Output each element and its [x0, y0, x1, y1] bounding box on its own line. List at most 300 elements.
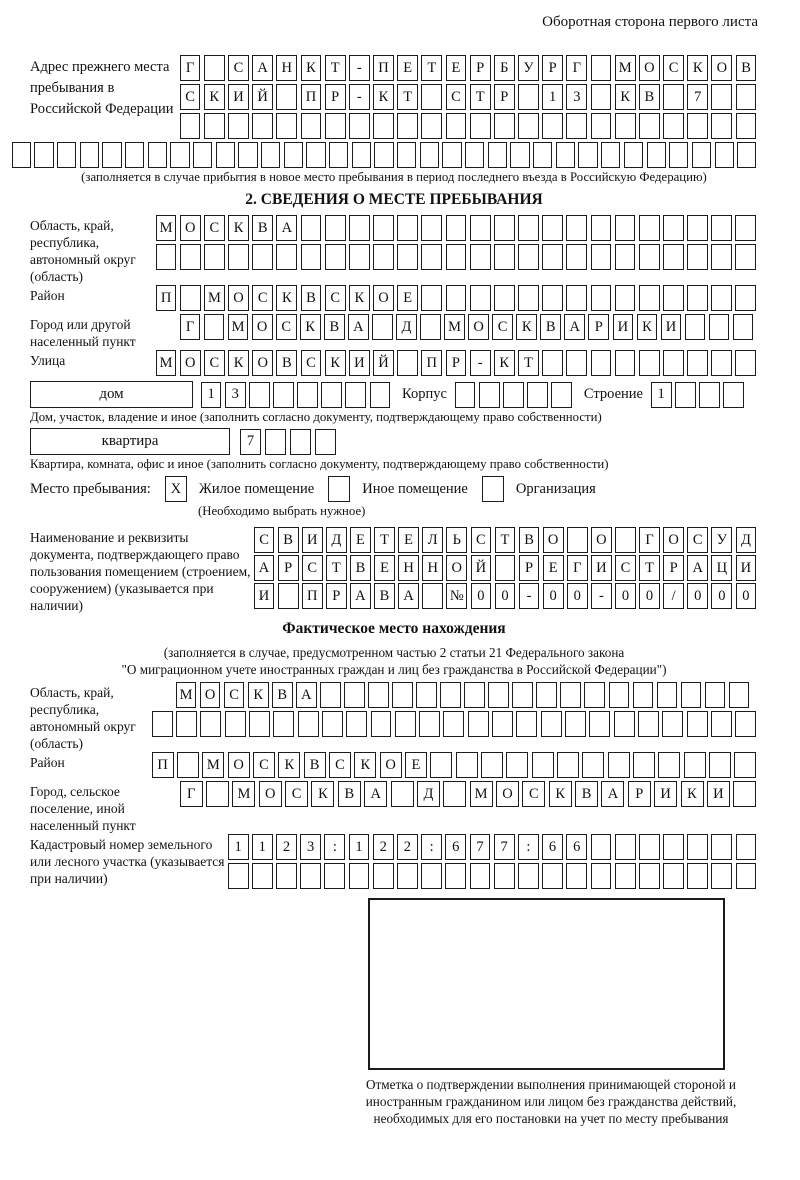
char-box	[542, 285, 563, 311]
char-box	[276, 84, 297, 110]
char-box: Н	[276, 55, 297, 81]
char-box	[638, 711, 659, 737]
stamp-area	[368, 898, 725, 1070]
char-box: Е	[350, 527, 371, 553]
char-box: И	[228, 84, 249, 110]
char-box	[273, 711, 294, 737]
street-label: Улица	[30, 353, 66, 368]
char-box: Т	[518, 350, 539, 376]
char-box	[374, 142, 393, 168]
char-box	[681, 682, 702, 708]
char-box	[102, 142, 121, 168]
char-box: А	[252, 55, 273, 81]
char-box	[373, 863, 394, 889]
char-box	[639, 244, 660, 270]
char-box	[228, 863, 249, 889]
char-box: Й	[373, 350, 394, 376]
residential-option-label: Жилое помещение	[198, 480, 315, 497]
char-box	[395, 711, 416, 737]
char-box	[495, 555, 516, 581]
char-box: -	[591, 583, 612, 609]
char-box: В	[350, 555, 371, 581]
char-box: П	[373, 55, 394, 81]
char-box	[148, 142, 167, 168]
char-box: А	[350, 583, 371, 609]
char-box	[216, 142, 235, 168]
char-box: Е	[398, 527, 419, 553]
char-box: 0	[711, 583, 732, 609]
char-box	[300, 863, 321, 889]
char-box	[699, 382, 720, 408]
actual-district-label: Район	[30, 755, 65, 770]
char-box	[261, 142, 280, 168]
char-box	[252, 863, 273, 889]
char-box	[735, 285, 756, 311]
char-box	[301, 113, 322, 139]
char-box	[608, 752, 630, 778]
char-box	[193, 142, 212, 168]
char-box	[591, 244, 612, 270]
char-box: Т	[397, 84, 418, 110]
char-box	[345, 382, 366, 408]
char-box: П	[421, 350, 442, 376]
organization-option-label: Организация	[515, 480, 596, 497]
prev-address-row-4	[10, 142, 758, 168]
char-box: П	[301, 84, 322, 110]
region-row-2	[154, 244, 758, 270]
char-box: С	[329, 752, 351, 778]
char-box: С	[471, 527, 492, 553]
char-box: Р	[588, 314, 609, 340]
char-box	[567, 527, 588, 553]
cadastral-row-2	[226, 863, 758, 889]
char-box	[566, 113, 587, 139]
char-box	[532, 752, 554, 778]
char-box: М	[615, 55, 636, 81]
char-box: Т	[421, 55, 442, 81]
char-box	[711, 215, 732, 241]
char-box	[518, 84, 539, 110]
region-field	[30, 215, 758, 285]
char-box	[591, 215, 612, 241]
char-box	[421, 84, 442, 110]
char-box: С	[276, 314, 297, 340]
char-box: 7	[494, 834, 515, 860]
char-box: Е	[446, 55, 467, 81]
char-box: К	[373, 84, 394, 110]
char-box: В	[304, 752, 326, 778]
char-box	[518, 285, 539, 311]
char-box: И	[349, 350, 370, 376]
char-box	[446, 113, 467, 139]
char-box: №	[446, 583, 467, 609]
char-box: К	[516, 314, 537, 340]
document-row-2	[252, 555, 758, 581]
char-box	[421, 244, 442, 270]
char-box: Р	[446, 350, 467, 376]
char-box: 0	[567, 583, 588, 609]
char-box: Р	[519, 555, 540, 581]
char-box: Б	[494, 55, 515, 81]
document-label: Наименование и реквизиты документа, подтверждающего право пользования помещением (строением, сооружением) (указывается при наличии)	[30, 530, 251, 613]
char-box: А	[398, 583, 419, 609]
char-box: О	[496, 781, 519, 807]
char-box: М	[176, 682, 197, 708]
char-box	[663, 84, 684, 110]
char-box	[503, 382, 524, 408]
char-box	[685, 314, 706, 340]
char-box: 6	[566, 834, 587, 860]
char-box: Ь	[446, 527, 467, 553]
char-box: 1	[228, 834, 249, 860]
actual-district-row	[150, 752, 758, 778]
char-box	[349, 113, 370, 139]
char-box	[297, 382, 318, 408]
actual-district-field	[30, 752, 758, 781]
region-row-1	[154, 215, 758, 241]
char-box: 3	[300, 834, 321, 860]
char-box: С	[492, 314, 513, 340]
region-grid	[154, 215, 758, 273]
char-box: У	[711, 527, 732, 553]
char-box	[276, 244, 297, 270]
char-box	[711, 834, 732, 860]
char-box: С	[302, 555, 323, 581]
char-box	[397, 215, 418, 241]
char-box	[566, 350, 587, 376]
char-box	[176, 711, 197, 737]
char-box	[200, 711, 221, 737]
char-box	[492, 711, 513, 737]
document-row-3	[252, 583, 758, 609]
char-box: С	[325, 285, 346, 311]
char-box: О	[711, 55, 732, 81]
char-box: :	[421, 834, 442, 860]
city-field	[30, 314, 758, 350]
char-box	[736, 84, 757, 110]
organization-checkbox	[482, 476, 504, 502]
char-box: К	[311, 781, 334, 807]
place-type-label: Место пребывания:	[30, 480, 151, 497]
char-box	[488, 682, 509, 708]
char-box	[657, 682, 678, 708]
char-box: 1	[252, 834, 273, 860]
char-box: К	[248, 682, 269, 708]
char-box	[518, 244, 539, 270]
char-box: -	[349, 55, 370, 81]
char-box	[669, 142, 688, 168]
char-box	[684, 752, 706, 778]
char-box	[566, 215, 587, 241]
char-box: И	[654, 781, 677, 807]
char-box	[228, 113, 249, 139]
char-box	[566, 285, 587, 311]
char-box	[615, 527, 636, 553]
char-box: Й	[252, 84, 273, 110]
char-box: Г	[639, 527, 660, 553]
char-box	[705, 682, 726, 708]
prev-address-field	[30, 55, 758, 142]
char-box	[301, 244, 322, 270]
char-box: Г	[180, 314, 201, 340]
char-box	[372, 314, 393, 340]
char-box: В	[252, 215, 273, 241]
char-box	[687, 863, 708, 889]
char-box	[290, 429, 312, 455]
residential-checkbox: X	[165, 476, 187, 502]
char-box	[615, 285, 636, 311]
char-box: 0	[471, 583, 492, 609]
char-box	[470, 285, 491, 311]
char-box: О	[446, 555, 467, 581]
char-box	[349, 244, 370, 270]
char-box: О	[663, 527, 684, 553]
char-box: 7	[687, 84, 708, 110]
char-box	[470, 215, 491, 241]
char-box: Е	[543, 555, 564, 581]
char-box	[446, 215, 467, 241]
char-box: С	[615, 555, 636, 581]
char-box: И	[661, 314, 682, 340]
char-box	[440, 682, 461, 708]
char-box	[591, 834, 612, 860]
char-box	[125, 142, 144, 168]
char-box	[639, 113, 660, 139]
char-box	[373, 215, 394, 241]
char-box: И	[302, 527, 323, 553]
char-box: П	[152, 752, 174, 778]
char-box: М	[470, 781, 493, 807]
char-box	[344, 682, 365, 708]
char-box	[464, 682, 485, 708]
char-box: М	[232, 781, 255, 807]
char-box	[709, 314, 730, 340]
char-box	[349, 215, 370, 241]
char-box: В	[575, 781, 598, 807]
char-box: 1	[349, 834, 370, 860]
char-box	[687, 834, 708, 860]
char-box	[397, 244, 418, 270]
korpus-label: Корпус	[402, 386, 447, 402]
stroenie-label: Строение	[583, 386, 643, 402]
char-box: В	[374, 583, 395, 609]
char-box	[442, 142, 461, 168]
char-box: Р	[325, 84, 346, 110]
char-box	[582, 752, 604, 778]
char-box: О	[543, 527, 564, 553]
char-box	[591, 285, 612, 311]
char-box	[687, 215, 708, 241]
char-box: А	[296, 682, 317, 708]
char-box	[421, 215, 442, 241]
cadastral-row-1	[226, 834, 758, 860]
char-box: К	[687, 55, 708, 81]
char-box	[591, 55, 612, 81]
char-box	[711, 285, 732, 311]
char-box	[349, 863, 370, 889]
char-box	[729, 682, 750, 708]
char-box	[470, 113, 491, 139]
char-box: О	[228, 285, 249, 311]
char-box: И	[707, 781, 730, 807]
char-box: С	[446, 84, 467, 110]
char-box	[609, 682, 630, 708]
char-box: М	[228, 314, 249, 340]
char-box	[541, 711, 562, 737]
char-box: Е	[374, 555, 395, 581]
char-box	[494, 244, 515, 270]
char-box	[711, 84, 732, 110]
actual-location-subtitle-2: "О миграционном учете иностранных граждан и лиц без гражданства в Российской Федерации")	[121, 662, 667, 677]
char-box	[252, 244, 273, 270]
prev-address-row-2	[178, 84, 758, 110]
house-caption: Дом, участок, владение и иное (заполнить согласно документу, подтверждающему право собственности)	[30, 410, 602, 424]
street-row	[154, 350, 758, 376]
char-box: 7	[470, 834, 491, 860]
char-box: С	[204, 215, 225, 241]
char-box	[542, 215, 563, 241]
char-box: Н	[422, 555, 443, 581]
place-type-row	[30, 476, 758, 502]
char-box: Р	[470, 55, 491, 81]
char-box	[735, 350, 756, 376]
char-box: М	[444, 314, 465, 340]
street-field	[30, 350, 758, 379]
char-box	[556, 142, 575, 168]
stroenie-cells	[649, 382, 746, 408]
actual-region-row-1	[174, 682, 751, 708]
char-box: 0	[687, 583, 708, 609]
char-box: И	[254, 583, 275, 609]
char-box: С	[253, 752, 275, 778]
char-box: Г	[567, 555, 588, 581]
char-box	[324, 863, 345, 889]
char-box: Г	[180, 781, 203, 807]
char-box	[422, 583, 443, 609]
actual-region-field	[30, 682, 758, 752]
place-type-note: (Необходимо выбрать нужное)	[198, 504, 366, 518]
char-box: Р	[663, 555, 684, 581]
char-box	[443, 781, 466, 807]
char-box: К	[300, 314, 321, 340]
char-box: М	[156, 350, 177, 376]
char-box: -	[519, 583, 540, 609]
char-box	[566, 244, 587, 270]
char-box	[420, 142, 439, 168]
page-side-note: Оборотная сторона первого листа	[542, 14, 758, 30]
char-box: О	[252, 314, 273, 340]
char-box	[206, 781, 229, 807]
char-box	[57, 142, 76, 168]
char-box	[494, 863, 515, 889]
char-box: К	[349, 285, 370, 311]
char-box: 1	[651, 382, 672, 408]
char-box: -	[349, 84, 370, 110]
char-box: Г	[566, 55, 587, 81]
char-box	[615, 350, 636, 376]
char-box	[494, 113, 515, 139]
char-box	[565, 711, 586, 737]
char-box	[397, 142, 416, 168]
apartment-box: квартира	[30, 428, 230, 455]
char-box	[687, 350, 708, 376]
char-box: :	[324, 834, 345, 860]
char-box: У	[518, 55, 539, 81]
char-box: В	[736, 55, 757, 81]
char-box	[320, 682, 341, 708]
char-box	[180, 285, 201, 311]
char-box	[322, 711, 343, 737]
char-box: О	[180, 215, 201, 241]
char-box: К	[354, 752, 376, 778]
char-box: Д	[417, 781, 440, 807]
char-box	[542, 350, 563, 376]
char-box: Л	[422, 527, 443, 553]
char-box	[624, 142, 643, 168]
char-box: Р	[326, 583, 347, 609]
apartment-row	[30, 428, 758, 455]
actual-city-label: Город, сельское поселение, иной населенный пункт	[30, 784, 136, 833]
char-box: Т	[470, 84, 491, 110]
char-box	[733, 781, 756, 807]
district-field	[30, 285, 758, 314]
char-box	[633, 682, 654, 708]
char-box	[252, 113, 273, 139]
char-box	[658, 752, 680, 778]
actual-location-title: Фактическое место нахождения	[282, 620, 506, 637]
char-box	[306, 142, 325, 168]
char-box: К	[276, 285, 297, 311]
char-box	[615, 215, 636, 241]
char-box: К	[549, 781, 572, 807]
char-box: П	[302, 583, 323, 609]
korpus-cells	[453, 382, 574, 408]
char-box	[456, 752, 478, 778]
char-box: К	[228, 350, 249, 376]
char-box	[536, 682, 557, 708]
char-box: Д	[326, 527, 347, 553]
char-box: А	[687, 555, 708, 581]
char-box: 0	[543, 583, 564, 609]
char-box	[566, 863, 587, 889]
char-box	[455, 382, 476, 408]
char-box	[470, 863, 491, 889]
actual-city-field	[30, 781, 758, 834]
actual-location-subtitle-1: (заполняется в случае, предусмотренном частью 2 статьи 21 Федерального закона	[163, 645, 625, 660]
char-box	[273, 382, 294, 408]
char-box: О	[200, 682, 221, 708]
char-box	[152, 711, 173, 737]
char-box: О	[380, 752, 402, 778]
char-box	[177, 752, 199, 778]
char-box: С	[254, 527, 275, 553]
char-box: 6	[445, 834, 466, 860]
char-box	[430, 752, 452, 778]
prev-address-label: Адрес прежнего места пребывания в Российской Федерации	[30, 59, 174, 117]
char-box	[419, 711, 440, 737]
char-box	[687, 113, 708, 139]
char-box	[180, 244, 201, 270]
char-box: 3	[225, 382, 246, 408]
document-field	[30, 527, 758, 614]
char-box	[325, 113, 346, 139]
char-box	[170, 142, 189, 168]
char-box	[591, 84, 612, 110]
char-box: 2	[373, 834, 394, 860]
cadastral-field	[30, 834, 758, 892]
char-box: М	[156, 215, 177, 241]
char-box	[373, 244, 394, 270]
